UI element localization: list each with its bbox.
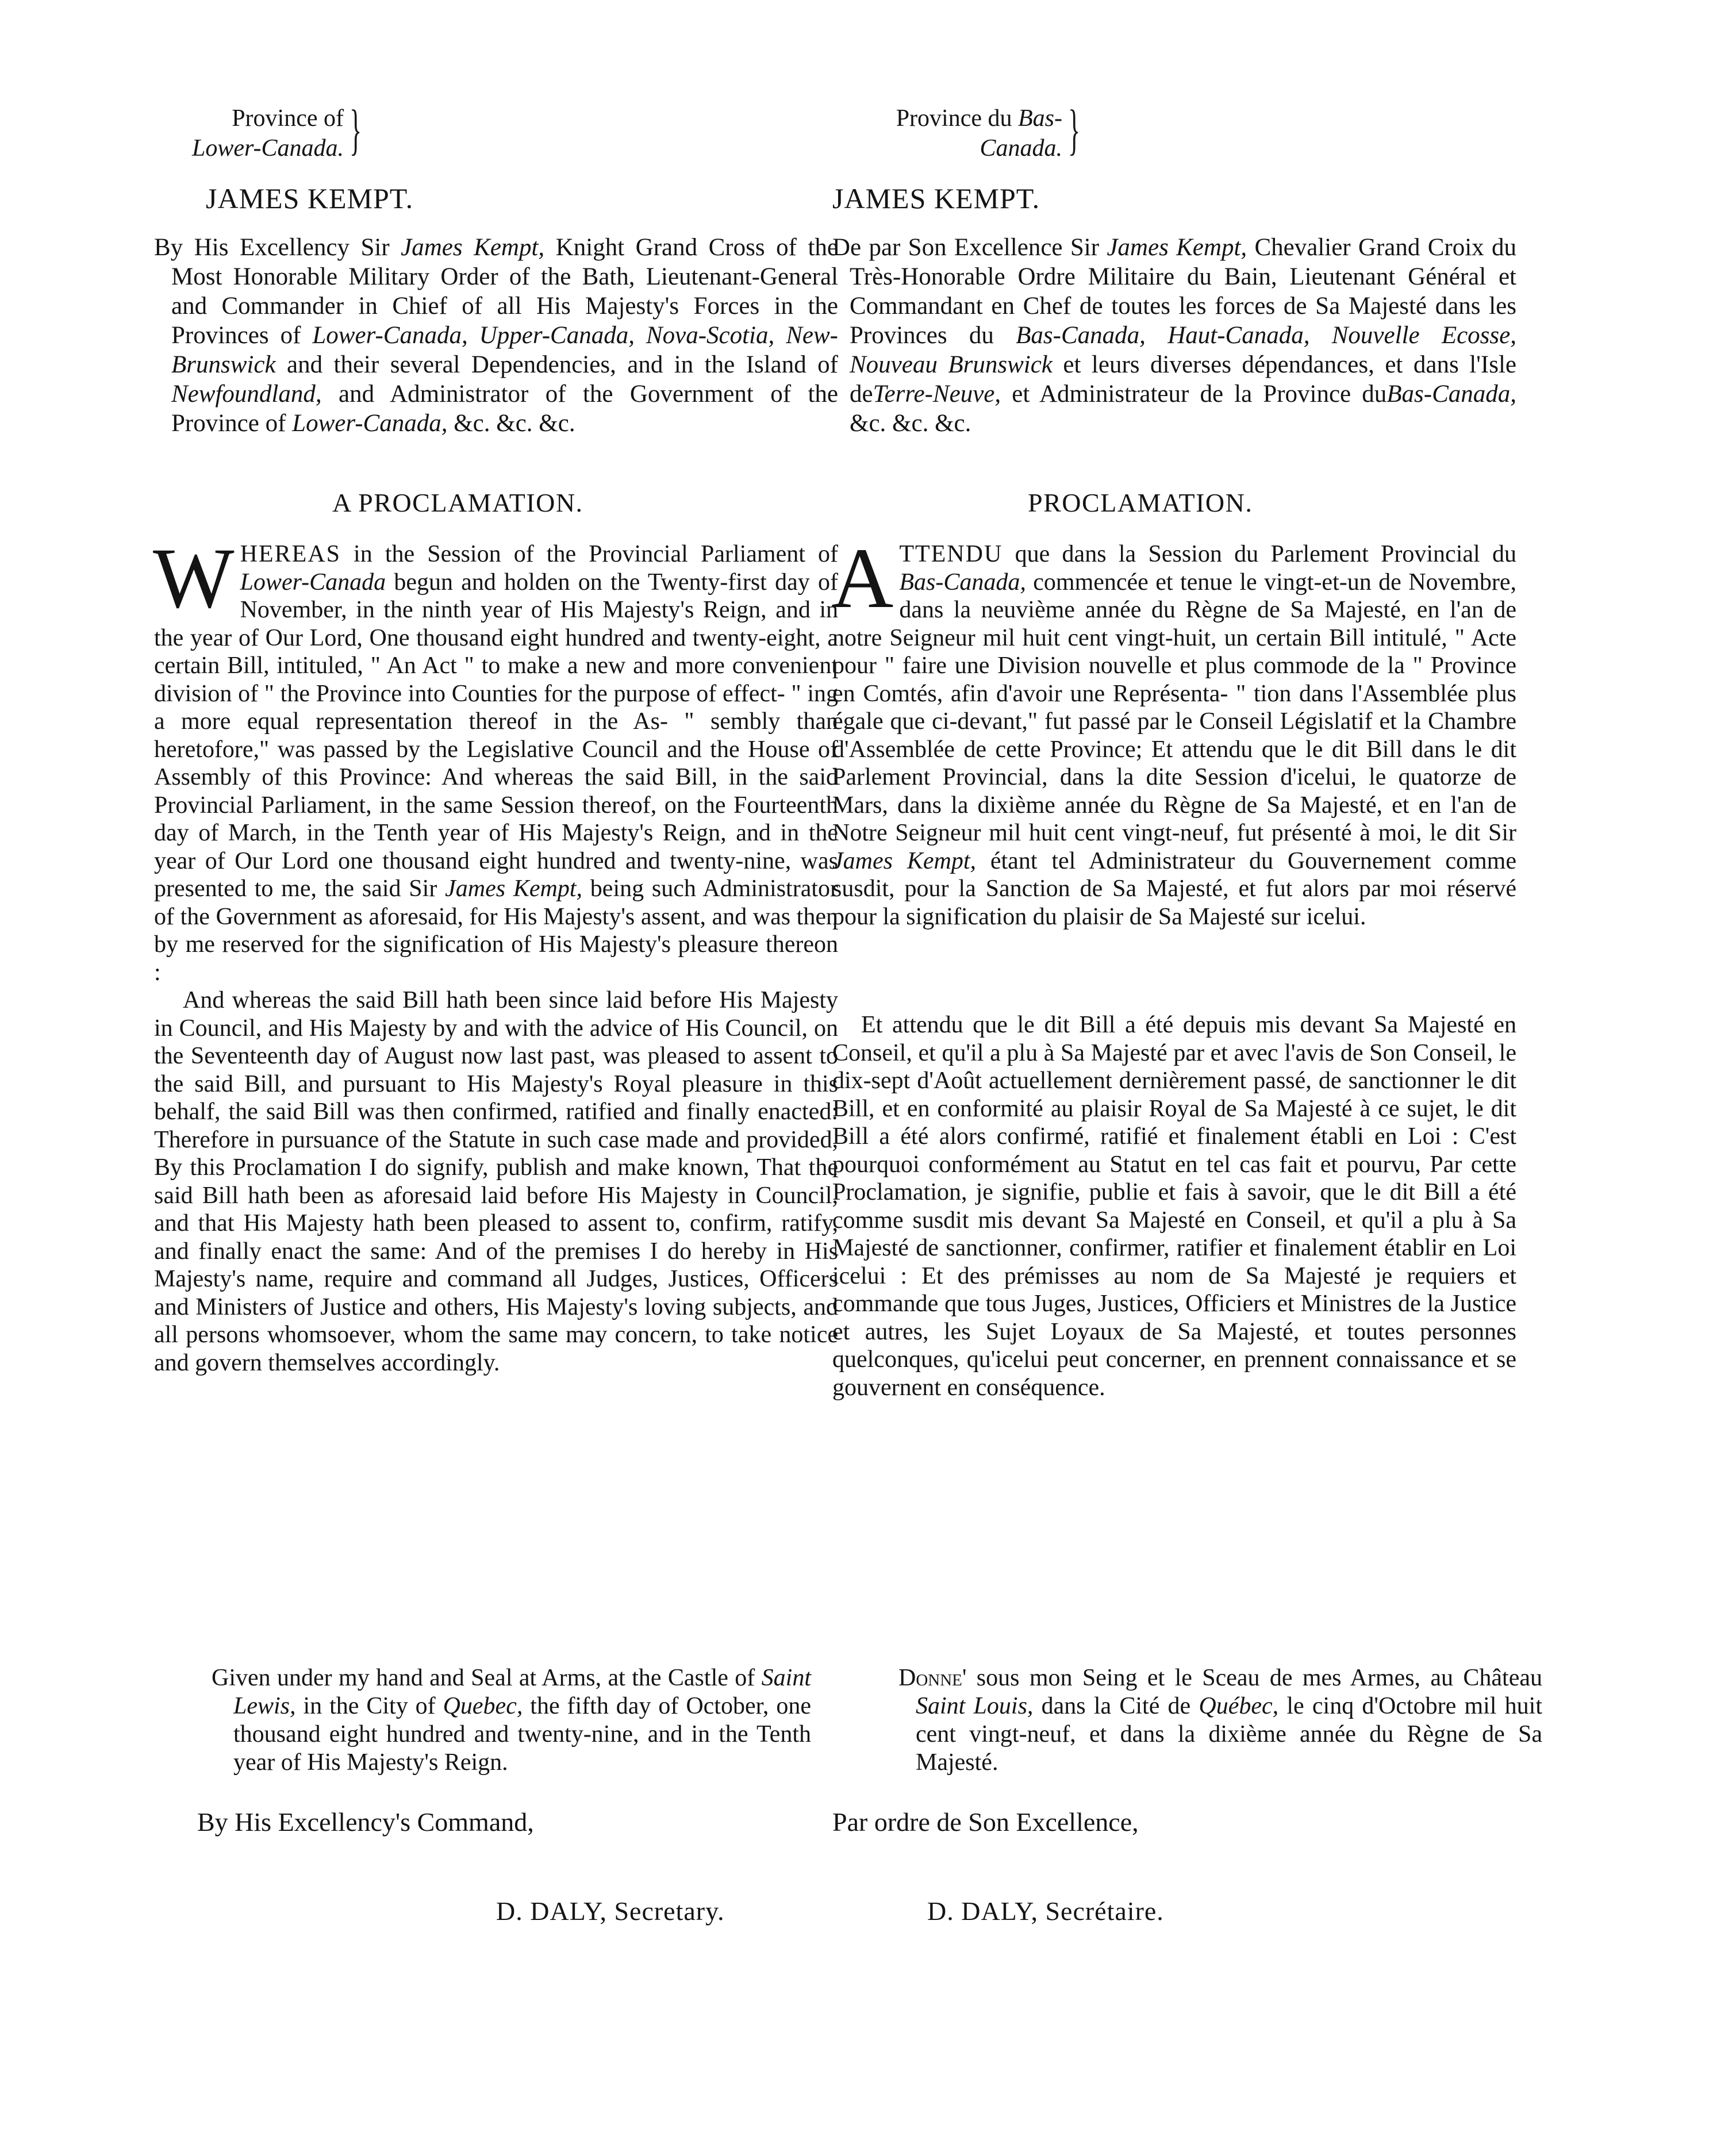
- command-line: By His Excellency's Command,: [197, 1807, 534, 1837]
- drop-cap: A: [831, 531, 894, 626]
- province-heading: [832, 99, 1516, 175]
- governor-name: JAMES KEMPT.: [832, 182, 1040, 214]
- given-under-hand: Donne' sous mon Seing et le Sceau de mes Armes, au Château Saint Louis, dans la Cité de Québec, le cinq d'Octobre mil huit cent vingt-neuf, et dans la dixième année du Règne de Sa Majesté.: [898, 1665, 1542, 1776]
- paragraph-2: And whereas the said Bill hath been since laid before His Majesty in Council, and His Majesty by and with the advice of His Council, on the Seventeenth day of August now last past, was pleased to assent to the said Bill, and pursuant to His Majesty's Royal pleasure in this behalf, the said Bill was then confirmed, ratified and finally enacted: Therefore in pursuance of the Statute in such case made and provided, By this Proclamation I do signify, publish and make known, That the said Bill hath been as aforesaid laid before His Majesty in Council, and that His Majesty hath been pleased to assent to, confirm, ratify, and finally enact the same: And of the premises I do hereby in His Majesty's name, require and command all Judges, Justices, Officers and Ministers of Justice and others, His Majesty's loving subjects, and all persons whomsoever, whom the same may concern, to take notice and govern themselves accordingly.: [154, 987, 838, 1376]
- governor-titles: De par Son Excellence Sir James Kempt, Chevalier Grand Croix du Très-Honorable Ordre Militaire du Bain, Lieutenant Général et Commandant en Chef de toutes les forces de Sa Majesté dans les Provinces du Bas-Canada, Haut-Canada, Nouvelle Ecosse, Nouveau Brunswick et leurs diverses dépendances, et dans l'Isle deTerre-Neuve, et Administrateur de la Province duBas-Canada, &c. &c. &c.: [832, 234, 1516, 437]
- proclamation-title: PROCLAMATION.: [1028, 488, 1253, 517]
- english-column: [153, 99, 838, 1926]
- governor-titles: By His Excellency Sir James Kempt, Knight Grand Cross of the Most Honorable Military Order of the Bath, Lieutenant-General and Commander in Chief of all His Majesty's Forces in the Provinces of Lower-Canada, Upper-Canada, Nova-Scotia, New-Brunswick and their several Dependencies, and in the Island of Newfoundland, and Administrator of the Government of the Province of Lower-Canada, &c. &c. &c.: [154, 234, 838, 437]
- province-line-1: Province du Bas-: [896, 105, 1062, 132]
- command-line: Par ordre de Son Excellence,: [832, 1807, 1139, 1837]
- proclamation-body: [153, 531, 838, 1377]
- proclamation-body: [831, 531, 1516, 1401]
- given-under-hand: Given under my hand and Seal at Arms, at the Castle of Saint Lewis, in the City of Quebec, the fifth day of October, one thousand eight hundred and twenty-nine, and in the Tenth year of His Majesty's Reign.: [212, 1665, 811, 1776]
- secretary-signature: D. DALY, Secretary.: [496, 1896, 725, 1926]
- paragraph-1: WHEREAS in the Session of the Provincial Parliament of Lower-Canada begun and holden on the Twenty-first day of November, in the ninth year of His Majesty's Reign, and in the year of Our Lord, One thousand eight hundred and twenty-eight, a certain Bill, intituled, " An Act " to make a new and more convenient division of " the Province into Counties for the purpose of effect- " ing a more equal representation thereof in the As- " sembly than heretofore," was passed by the Legislative Council and the House of Assembly of this Province: And whereas the said Bill, in the said Provincial Parliament, in the same Session thereof, on the Fourteenth day of March, in the Tenth year of His Majesty's Reign, and in the year of Our Lord one thousand eight hundred and twenty-nine, was presented to me, the said Sir James Kempt, being such Administrator of the Government as aforesaid, for His Majesty's assent, and was then by me reserved for the signification of His Majesty's pleasure thereon :: [153, 531, 838, 986]
- paragraph-2: Et attendu que le dit Bill a été depuis mis devant Sa Majesté en Conseil, et qu'il a plu à Sa Majesté par et avec l'avis de Son Conseil, le dix-sept d'Août actuellement dernièrement passé, de sanctionner le dit Bill, et en conformité au plaisir Royal de Sa Majesté à ce sujet, le dit Bill a été alors confirmé, ratifié et finalement établi en Loi : C'est pourquoi conformément au Statut en tel cas fait et pourvu, Par cette Proclamation, je signifie, publie et fais à savoir, que le dit Bill a été comme susdit mis devant Sa Majesté en Conseil, et qu'il a plu à Sa Majesté de sanctionner, confirmer, ratifier et finalement établir en Loi icelui : Et des prémisses au nom de Sa Majesté je requiers et commande que tous Juges, Justices, Officiers et Ministres de la Justice et autres, les Sujet Loyaux de Sa Majesté, et toutes personnes quelconques, qu'icelui peut concerner, en prennent connaissance et se gouvernent en conséquence.: [832, 1012, 1516, 1401]
- secretary-signature: D. DALY, Secrétaire.: [927, 1896, 1164, 1926]
- right-brace-icon: }: [1068, 99, 1081, 161]
- french-column: [831, 99, 1542, 1926]
- paragraph-1: ATTENDU que dans la Session du Parlement Provincial du Bas-Canada, commencée et tenue le vingt-et-un de Novembre, dans la neuvième année du Règne de Sa Majesté, en l'an de notre Seigneur mil huit cent vingt-huit, un certain Bill intitulé, " Acte pour " faire une Division nouvelle et plus commode de la " Province en Comtés, afin d'avoir une Représenta- " tion dans l'Assemblée plus égale que ci-devant," fut passé par le Conseil Législatif et la Chambre d'Assemblée de cette Province; Et attendu que le dit Bill dans le dit Parlement Provincial, dans la dite Session d'icelui, le quatorze de Mars, dans la dixième année du Règne de Sa Majesté, et en l'an de Notre Seigneur mil huit cent vingt-neuf, fut présenté à moi, le dit Sir James Kempt, étant tel Administrateur du Gouvernement comme susdit, pour la Sanction de Sa Majesté, et fut alors par moi réservé pour la signification du plaisir de Sa Majesté sur icelui.: [831, 531, 1516, 930]
- province-line-2: Canada.: [980, 135, 1062, 162]
- governor-name: JAMES KEMPT.: [206, 182, 414, 214]
- province-line-1: Province of: [232, 105, 344, 132]
- right-brace-icon: }: [349, 99, 362, 161]
- proclamation-title: A PROCLAMATION.: [332, 488, 583, 517]
- province-heading: [154, 99, 838, 175]
- province-line-2: Lower-Canada.: [191, 135, 344, 162]
- drop-cap: W: [153, 531, 235, 626]
